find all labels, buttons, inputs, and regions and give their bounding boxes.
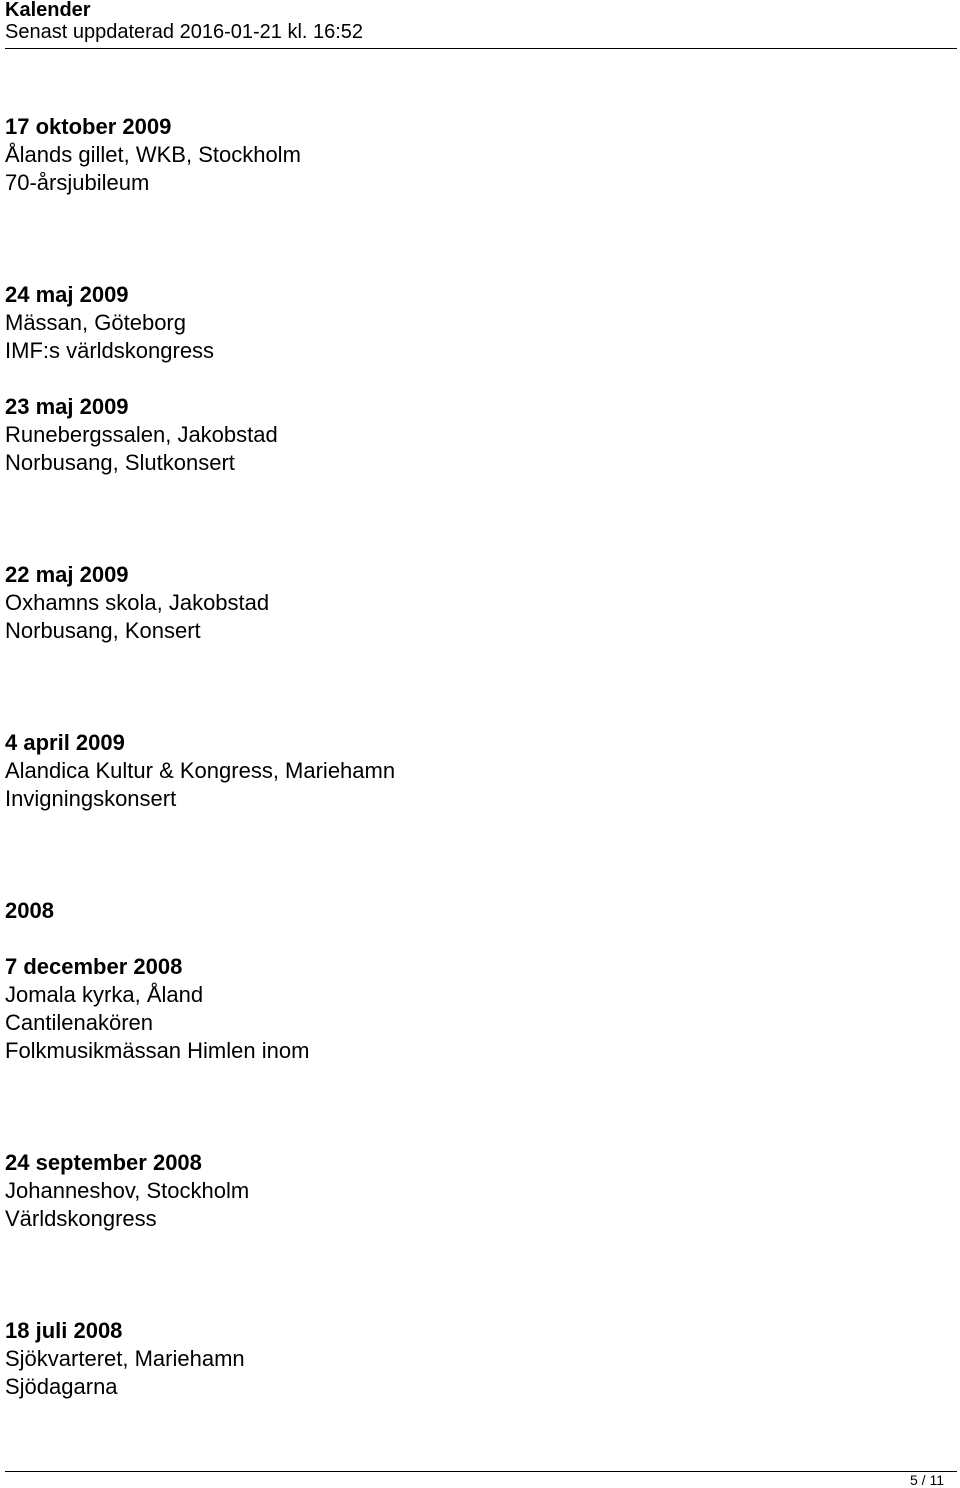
event-location: Sjökvarteret, Mariehamn [5,1346,245,1371]
event-description: Världskongress [5,1206,157,1231]
footer-divider [5,1471,957,1472]
event-location: Johanneshov, Stockholm [5,1178,250,1203]
event-location: Runebergssalen, Jakobstad [5,422,278,447]
header-divider [5,48,957,49]
event-date: 22 maj 2009 [5,562,129,587]
event-description: Sjödagarna [5,1374,118,1399]
event-performer: Cantilenakören [5,1010,153,1035]
event-description: Folkmusikmässan Himlen inom [5,1038,310,1063]
event-date: 17 oktober 2009 [5,114,172,139]
event-description: Invigningskonsert [5,786,177,811]
event-description: IMF:s världskongress [5,338,215,363]
event-description: 70-årsjubileum [5,170,150,195]
event-description: Norbusang, Konsert [5,618,201,643]
page-title: Kalender [5,0,91,21]
event-location: Jomala kyrka, Åland [5,982,204,1007]
event-location: Ålands gillet, WKB, Stockholm [5,142,301,167]
page-number: 5 / 11 [910,1472,944,1488]
event-date: 4 april 2009 [5,730,125,755]
event-date: 7 december 2008 [5,954,183,979]
event-date: 24 maj 2009 [5,282,129,307]
event-date: 24 september 2008 [5,1150,202,1175]
event-location: Alandica Kultur & Kongress, Mariehamn [5,758,396,783]
event-location: Oxhamns skola, Jakobstad [5,590,270,615]
event-location: Mässan, Göteborg [5,310,186,335]
last-updated: Senast uppdaterad 2016-01-21 kl. 16:52 [5,21,364,43]
event-date: 23 maj 2009 [5,394,129,419]
event-description: Norbusang, Slutkonsert [5,450,235,475]
event-date: 18 juli 2008 [5,1318,123,1343]
year-heading: 2008 [5,898,54,923]
